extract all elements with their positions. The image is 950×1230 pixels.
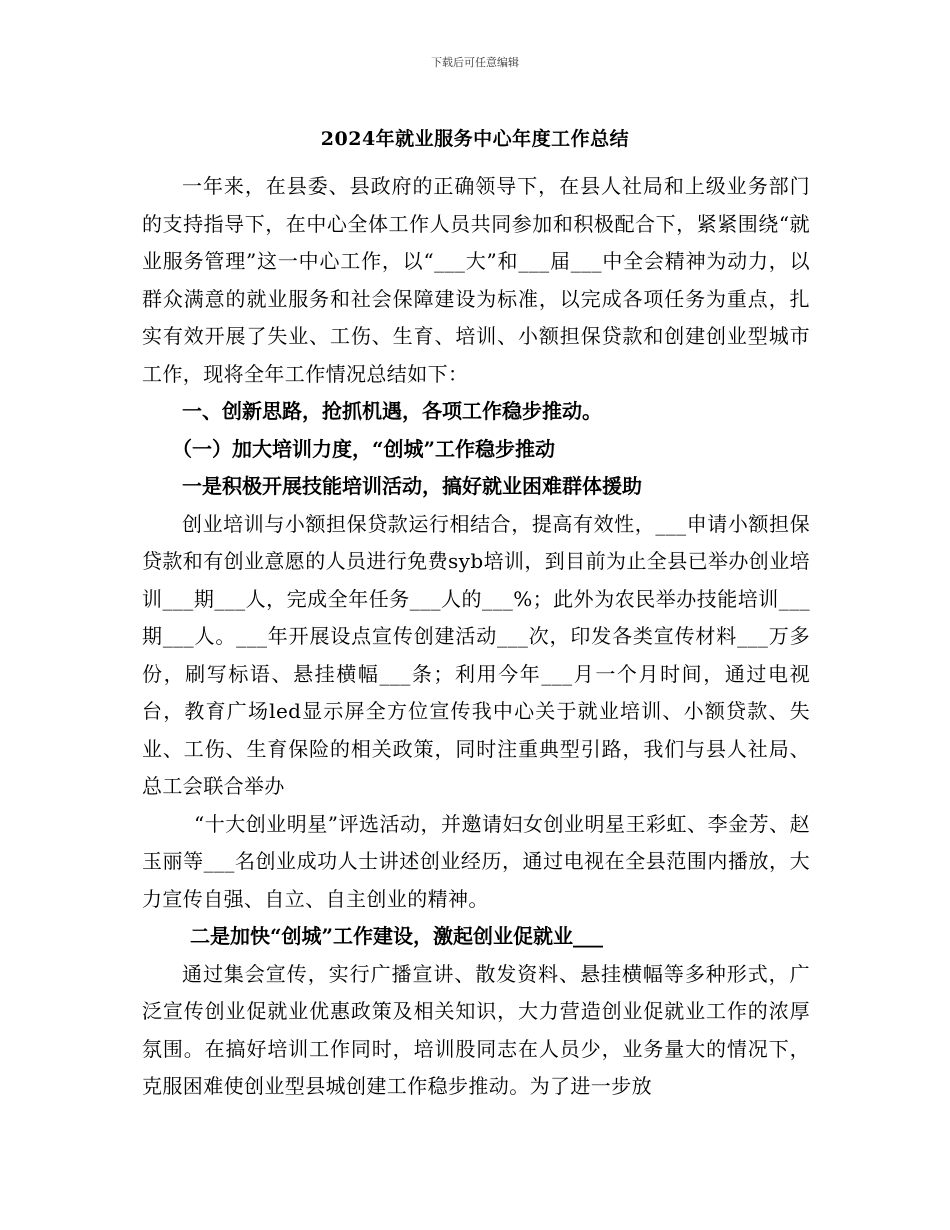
header-note: 下载后可任意编辑: [431, 56, 519, 69]
body-paragraph-2: “十大创业明星”评选活动，并邀请妇女创业明星王彩虹、李金芳、赵玉丽等___名创业成功人士讲述创业经历，通过电视在全县范围内播放，大力宣传自强、自立、自主创业的精神。: [142, 811, 810, 911]
point-heading-2: 二是加快“创城”工作建设，激起创业促就业___: [190, 924, 604, 948]
intro-paragraph: 一年来，在县委、县政府的正确领导下，在县人社局和上级业务部门的支持指导下，在中心全体工作人员共同参加和积极配合下，紧紧围绕“就业服务管理”这一中心工作，以“___大”和___届___中全会精神为动力，以群众满意的就业服务和社会保障建设为标准，以完成各项任务为重点，扎实有效开展了失业、工伤、生育、培训、小额担保贷款和创建创业型城市工作，现将全年工作情况总结如下：: [142, 174, 810, 386]
body-paragraph-3: 通过集会宣传，实行广播宣讲、散发资料、悬挂横幅等多种形式，广泛宣传创业促就业优惠政策及相关知识，大力营造创业促就业工作的浓厚氛围。在搞好培训工作同时，培训股同志在人员少，业务量大的情况下，克服困难使创业型县城创建工作稳步推动。为了进一步放: [142, 961, 810, 1098]
body-paragraph-1: 创业培训与小额担保贷款运行相结合，提高有效性，___申请小额担保贷款和有创业意愿的人员进行免费syb培训，到目前为止全县已举办创业培训___期___人，完成全年任务___人的___%；此外为农民举办技能培训___期___人。___年开展设点宣传创建活动___次，印发各类宣传材料___万多份，刷写标语、悬挂横幅___条；利用今年___月一个月时间，通过电视台，教育广场led显示屏全方位宣传我中心关于就业培训、小额贷款、失业、工伤、生育保险的相关政策，同时注重典型引路，我们与县人社局、总工会联合举办: [142, 511, 810, 798]
subsection-heading-1: （一）加大培训力度，“创城”工作稳步推动: [172, 436, 556, 461]
document-body: [142, 168, 810, 1106]
point-heading-1: 一是积极开展技能培训活动，搞好就业困难群体援助: [182, 474, 642, 498]
document-title: 2024年就业服务中心年度工作总结: [320, 128, 630, 150]
section-heading-1: 一、创新思路，抢抓机遇，各项工作稳步推动。: [182, 399, 602, 423]
